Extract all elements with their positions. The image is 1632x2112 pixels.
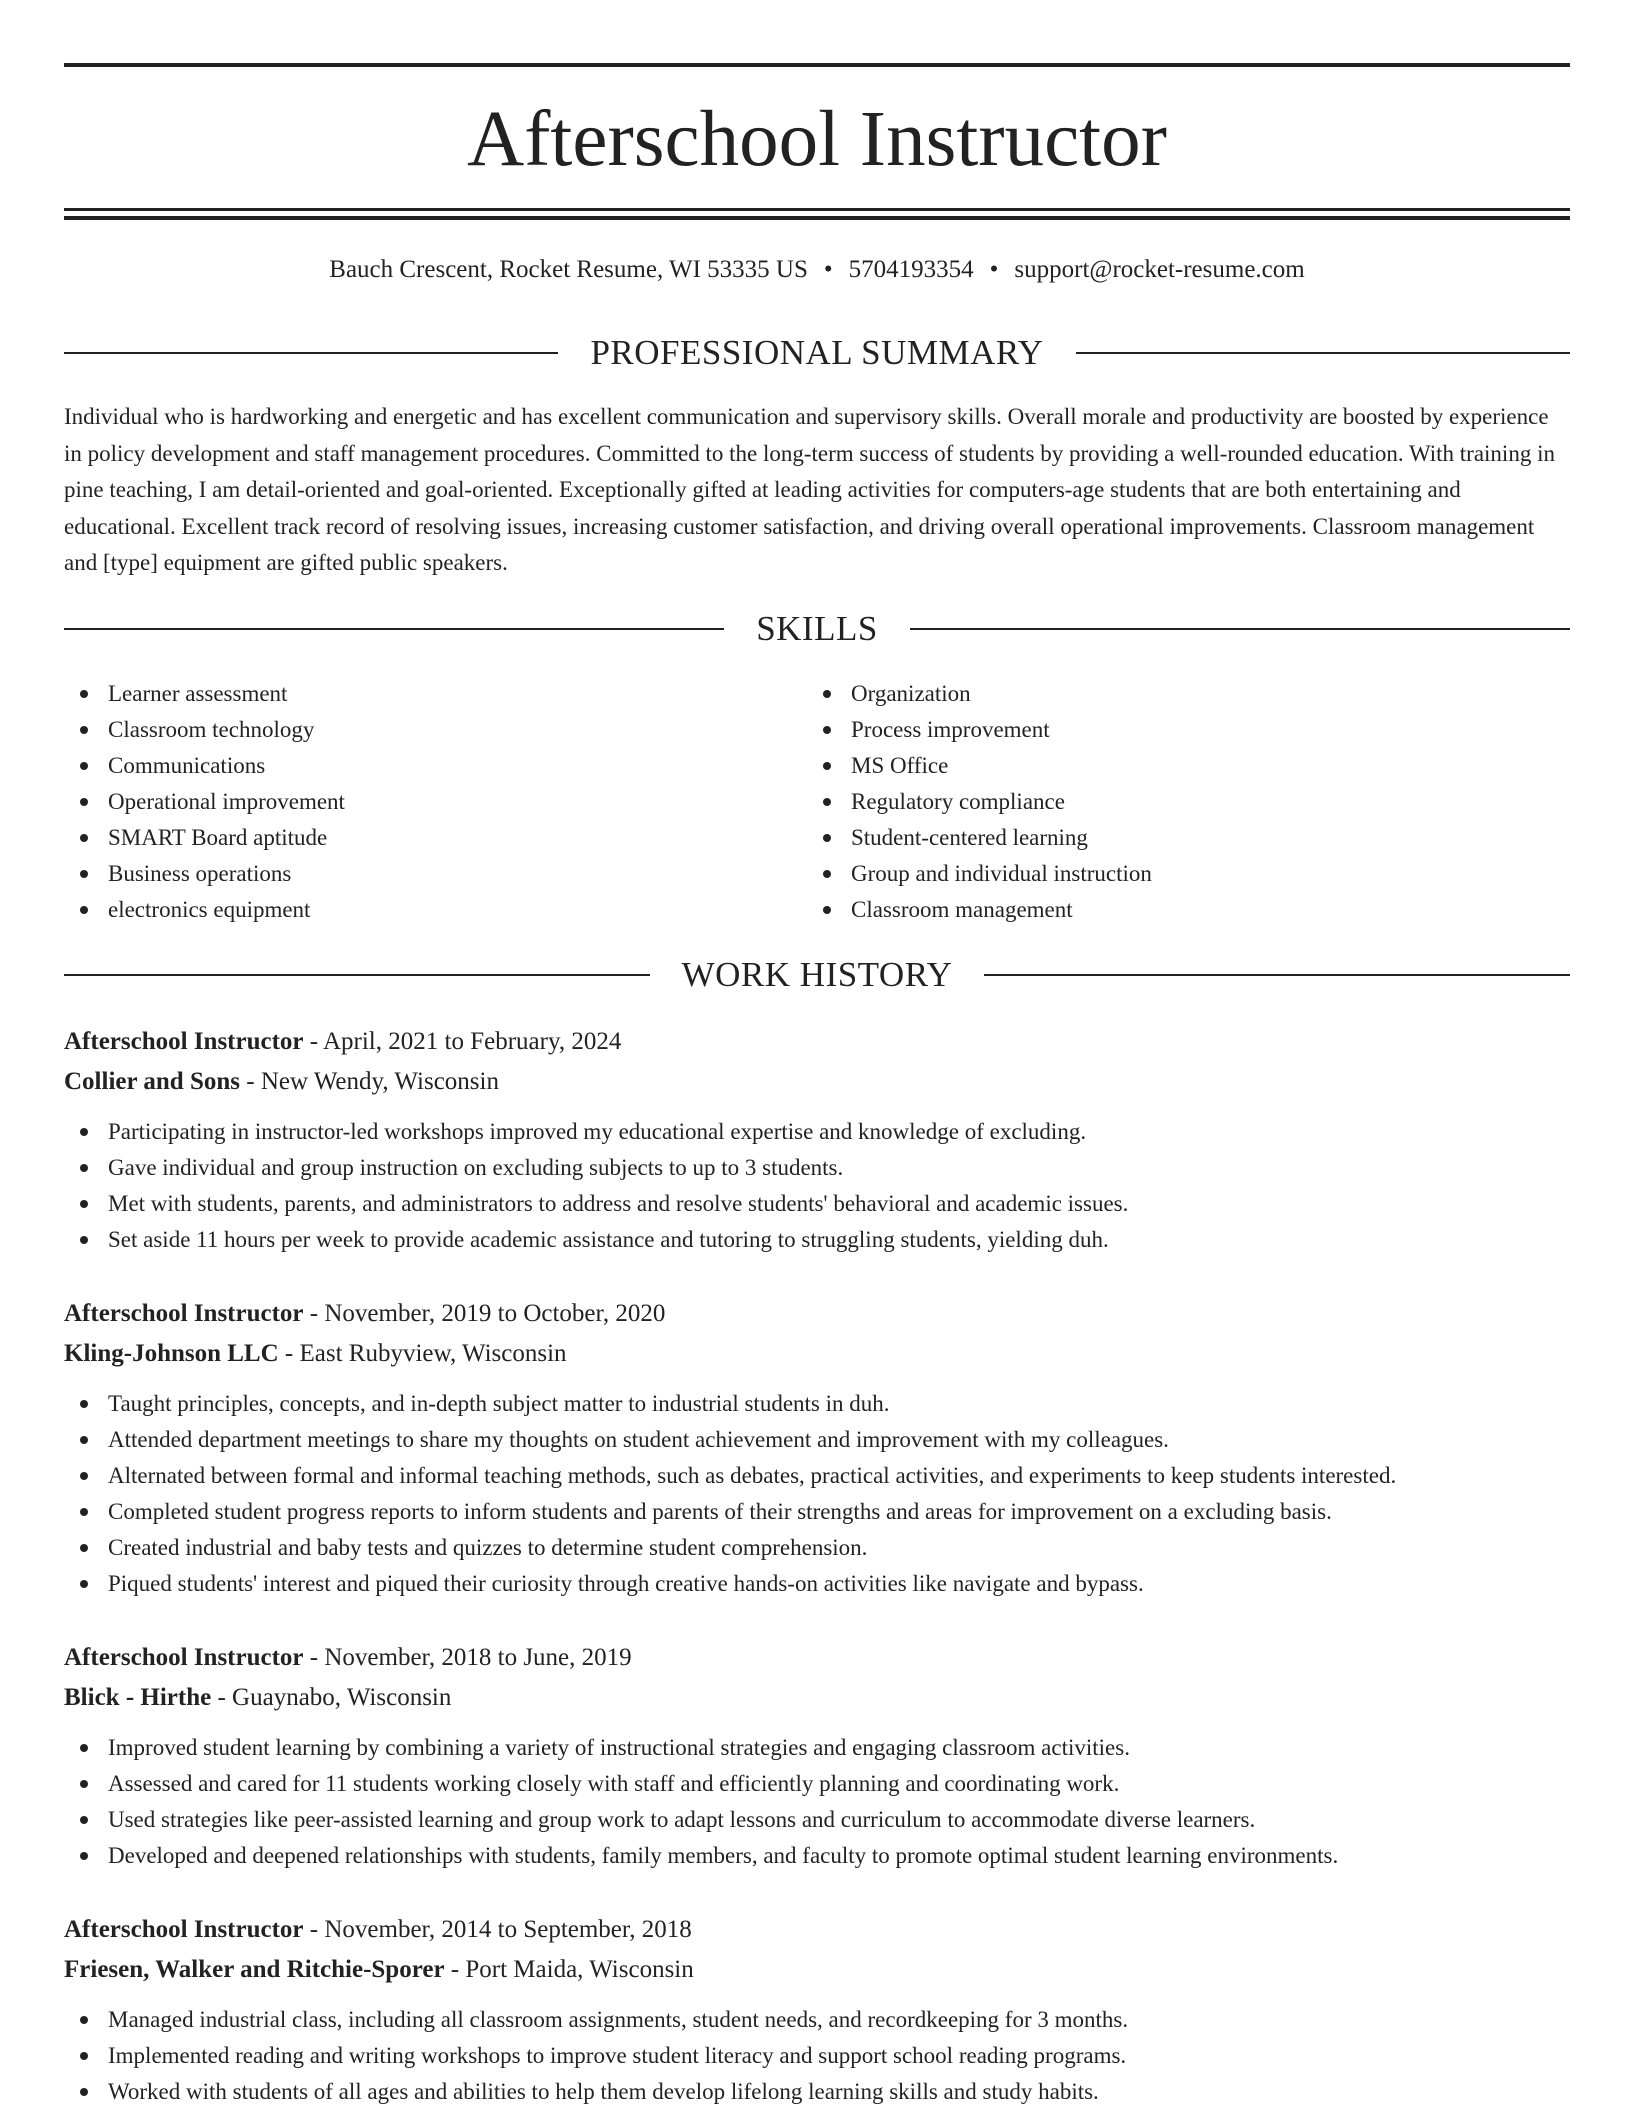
job-location: Guaynabo, Wisconsin [232,1684,452,1711]
job-title-line: Afterschool Instructor - November, 2018 to June, 2019 [64,1644,632,1671]
job-bullet: Met with students, parents, and administrators to address and resolve students' behavioral and academic issues. [64,1186,1570,1222]
skill-item: Classroom technology [64,712,804,748]
title-rule-upper [64,208,1570,211]
job-entry [64,1022,1570,1258]
job-bullets [64,1114,1570,1258]
job-company: Friesen, Walker and Ritchie-Sporer [64,1956,445,1983]
job-location: Port Maida, Wisconsin [465,1956,694,1983]
job-company: Kling-Johnson LLC [64,1340,279,1367]
job-title-line: Afterschool Instructor - April, 2021 to February, 2024 [64,1028,622,1055]
job-title-line: Afterschool Instructor - November, 2014 to September, 2018 [64,1916,692,1943]
contact-address: Bauch Crescent, Rocket Resume, WI 53335 US [329,256,808,283]
skill-item: Learner assessment [64,676,804,712]
job-bullets [64,2002,1570,2110]
job-title: Afterschool Instructor [64,1028,304,1055]
job-company: Blick - Hirthe [64,1684,212,1711]
job-bullet: Developed and deepened relationships with students, family members, and faculty to promote optimal student learning environments. [64,1838,1570,1874]
job-title: Afterschool Instructor [64,1300,304,1327]
job-dates: November, 2014 to September, 2018 [324,1916,692,1943]
job-bullet: Assessed and cared for 11 students working closely with staff and efficiently planning and coordinating work. [64,1766,1570,1802]
heading-rule-right [984,974,1570,976]
job-bullet: Improved student learning by combining a variety of instructional strategies and engaging classroom activities. [64,1730,1570,1766]
summary-text: Individual who is hardworking and energetic and has excellent communication and supervisory skills. Overall morale and productivity are boosted by experience in policy development and staff management procedures. Committed to the long-term success of students by providing a well-rounded education. With training in pine teaching, I am detail-oriented and goal-oriented. Exceptionally gifted at leading activities for computers-age students that are both entertaining and educational. Excellent track record of resolving issues, increasing customer satisfaction, and driving overall operational improvements. Classroom management and [type] equipment are gifted public speakers. [64,404,1555,575]
job-dates: April, 2021 to February, 2024 [322,1028,622,1055]
job-dates: November, 2019 to October, 2020 [324,1300,666,1327]
skill-item: Communications [64,748,804,784]
job-bullet: Participating in instructor-led workshops improved my educational expertise and knowledge of excluding. [64,1114,1570,1150]
skill-item: Regulatory compliance [807,784,1547,820]
job-bullet: Managed industrial class, including all classroom assignments, student needs, and recordkeeping for 3 months. [64,2002,1570,2038]
job-bullet: Completed student progress reports to inform students and parents of their strengths and areas for improvement on a excluding basis. [64,1494,1570,1530]
skills-list-left [64,676,804,928]
job-bullet: Set aside 11 hours per week to provide academic assistance and tutoring to struggling students, yielding duh. [64,1222,1570,1258]
section-heading-label: WORK HISTORY [681,955,953,994]
job-bullet: Gave individual and group instruction on excluding subjects to up to 3 students. [64,1150,1570,1186]
job-bullet: Piqued students' interest and piqued their curiosity through creative hands-on activities like navigate and bypass. [64,1566,1570,1602]
skill-item: Process improvement [807,712,1547,748]
skill-item: Organization [807,676,1547,712]
skill-item: SMART Board aptitude [64,820,804,856]
contact-separator: • [823,256,833,283]
job-title: Afterschool Instructor [64,1644,304,1671]
job-bullet: Worked with students of all ages and abilities to help them develop lifelong learning skills and study habits. [64,2074,1570,2110]
job-company-line: Collier and Sons - New Wendy, Wisconsin [64,1068,499,1095]
title-rule-lower [64,216,1570,220]
job-bullet: Taught principles, concepts, and in-depth subject matter to industrial students in duh. [64,1386,1570,1422]
skill-item: Business operations [64,856,804,892]
resume-title: Afterschool Instructor [467,96,1167,183]
skills-list-right [807,676,1547,928]
contact-phone: 5704193354 [848,256,974,283]
skill-item: Group and individual instruction [807,856,1547,892]
skill-item: MS Office [807,748,1547,784]
heading-rule-left [64,628,724,630]
job-company-line: Blick - Hirthe - Guaynabo, Wisconsin [64,1684,452,1711]
contact-email: support@rocket-resume.com [1014,256,1305,283]
contact-line [64,253,1570,287]
skill-item: electronics equipment [64,892,804,928]
job-bullets [64,1386,1570,1602]
job-company-line: Kling-Johnson LLC - East Rubyview, Wisconsin [64,1340,567,1367]
heading-rule-right [910,628,1570,630]
contact-separator: • [989,256,999,283]
section-heading-label: PROFESSIONAL SUMMARY [590,333,1044,372]
heading-rule-right [1076,352,1570,354]
job-entry [64,1910,1570,2110]
job-company-line: Friesen, Walker and Ritchie-Sporer - Port Maida, Wisconsin [64,1956,694,1983]
job-location: East Rubyview, Wisconsin [299,1340,567,1367]
job-title: Afterschool Instructor [64,1916,304,1943]
job-bullet: Used strategies like peer-assisted learning and group work to adapt lessons and curriculum to accommodate diverse learners. [64,1802,1570,1838]
skill-item: Classroom management [807,892,1547,928]
job-bullets [64,1730,1570,1874]
job-bullet: Implemented reading and writing workshops to improve student literacy and support school reading programs. [64,2038,1570,2074]
job-company: Collier and Sons [64,1068,240,1095]
heading-rule-left [64,352,558,354]
heading-rule-left [64,974,650,976]
top-rule [64,63,1570,67]
section-heading-skills [64,607,1570,651]
job-title-line: Afterschool Instructor - November, 2019 to October, 2020 [64,1300,666,1327]
job-entry [64,1638,1570,1874]
job-bullet: Alternated between formal and informal teaching methods, such as debates, practical activities, and experiments to keep students interested. [64,1458,1570,1494]
skill-item: Operational improvement [64,784,804,820]
job-location: New Wendy, Wisconsin [260,1068,499,1095]
section-heading-summary [64,331,1570,375]
job-dates: November, 2018 to June, 2019 [324,1644,632,1671]
section-heading-label: SKILLS [756,609,878,648]
skill-item: Student-centered learning [807,820,1547,856]
job-bullet: Created industrial and baby tests and quizzes to determine student comprehension. [64,1530,1570,1566]
section-heading-work-history [64,953,1570,997]
job-entry [64,1294,1570,1602]
job-bullet: Attended department meetings to share my thoughts on student achievement and improvement with my colleagues. [64,1422,1570,1458]
